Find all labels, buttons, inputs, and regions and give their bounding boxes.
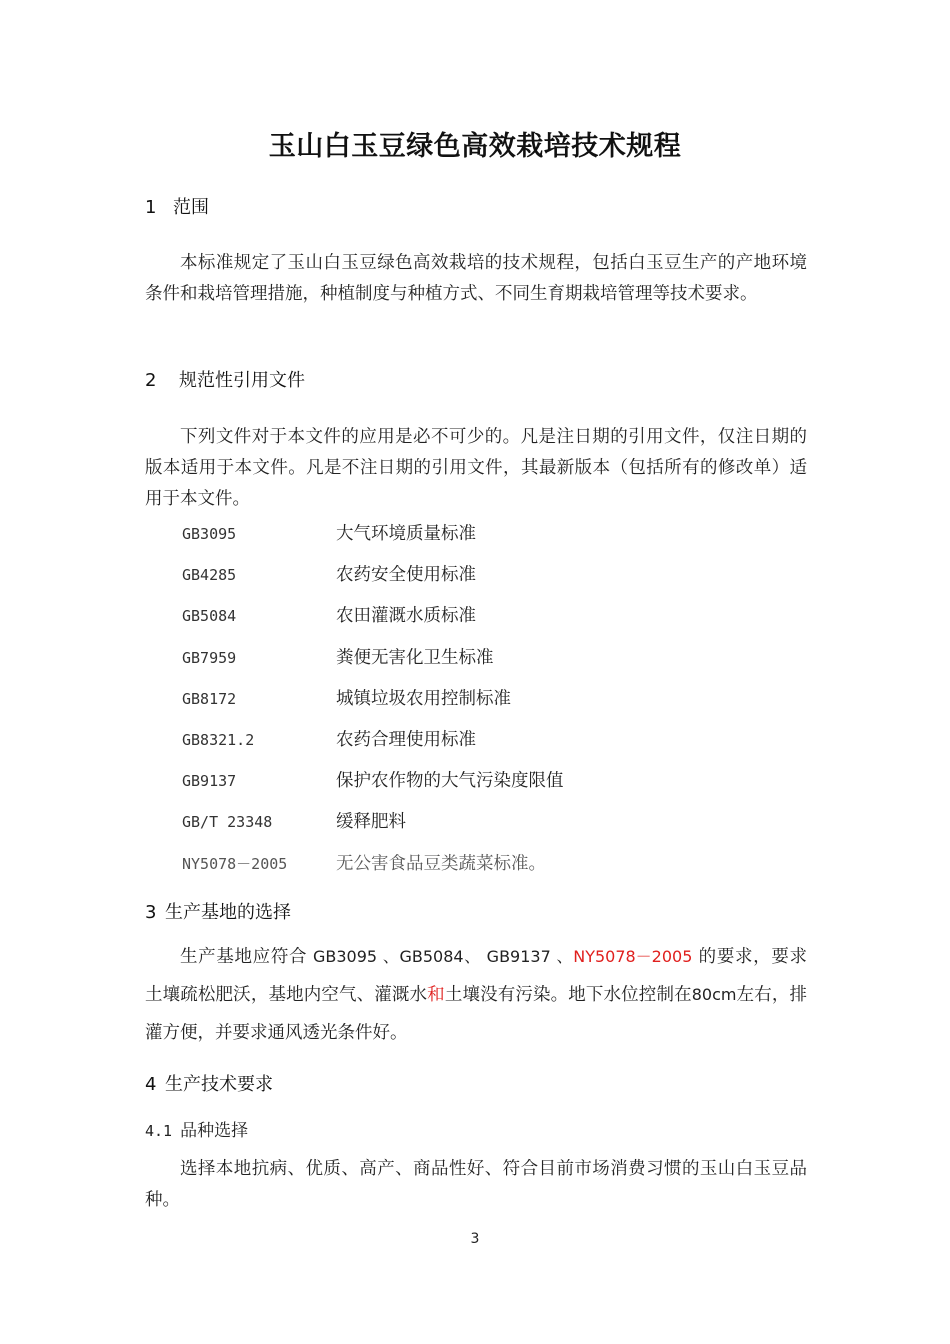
section-3-heading xyxy=(145,898,291,924)
section-3-body xyxy=(145,938,807,1052)
body-text: 土壤没有污染。地下水位控制在 xyxy=(444,985,692,1005)
reference-row xyxy=(182,561,564,602)
reference-name: 粪便无害化卫生标准 xyxy=(336,647,494,668)
section-1-body: 本标准规定了玉山白玉豆绿色高效栽培的技术规程，包括白玉豆生产的产地环境条件和栽培管理措施，种植制度与种植方式、不同生育期栽培管理等技术要求。 xyxy=(145,253,807,304)
section-number: 4 xyxy=(145,1074,157,1095)
subsection-number: 4.1 xyxy=(145,1122,173,1140)
section-number: 2 xyxy=(145,370,157,391)
subsection-4-1-body: 选择本地抗病、优质、高产、商品性好、符合目前市场消费习惯的玉山白玉豆品种。 xyxy=(145,1159,807,1210)
highlighted-char: 和 xyxy=(427,985,445,1005)
reference-name: 城镇垃圾农用控制标准 xyxy=(336,688,511,709)
section-1-heading xyxy=(145,193,209,219)
reference-name: 无公害食品豆类蔬菜标准。 xyxy=(336,853,546,874)
reference-row xyxy=(182,520,564,561)
reference-list xyxy=(182,520,564,891)
reference-name: 保护农作物的大气污染度限值 xyxy=(336,771,564,792)
section-4-heading xyxy=(145,1070,273,1096)
section-title: 范围 xyxy=(173,197,209,218)
water-depth-value: 80cm xyxy=(691,985,737,1004)
reference-name: 大气环境质量标准 xyxy=(336,524,476,544)
reference-row xyxy=(182,602,564,643)
reference-row xyxy=(182,850,564,891)
body-text: 生产基地应符合 xyxy=(180,947,308,967)
body-text: 的要求，要求土壤疏松肥沃，基地内空气、灌溉水 xyxy=(145,947,807,1005)
subsection-4-1-heading xyxy=(145,1116,248,1141)
reference-code: GB4285 xyxy=(182,566,237,585)
reference-name: 农田灌溉水质标准 xyxy=(336,606,476,627)
standard-codes: GB3095 、GB5084、 GB9137 、 xyxy=(307,947,574,966)
reference-row xyxy=(182,644,564,685)
section-title: 生产技术要求 xyxy=(165,1074,273,1095)
subsection-title: 品种选择 xyxy=(180,1121,249,1141)
reference-code: GB8321.2 xyxy=(182,730,255,749)
body-text: 左右，排灌方便，并要求通风透光条件好。 xyxy=(145,985,808,1043)
reference-code: GB9137 xyxy=(182,772,237,791)
reference-code: GB7959 xyxy=(182,648,237,667)
reference-name: 农药合理使用标准 xyxy=(336,729,476,750)
document-title: 玉山白玉豆绿色高效栽培技术规程 xyxy=(268,131,682,162)
reference-name: 缓释肥料 xyxy=(336,812,406,833)
reference-row xyxy=(182,685,564,726)
section-title: 规范性引用文件 xyxy=(179,370,305,391)
section-2-heading xyxy=(145,366,305,392)
reference-row xyxy=(182,767,564,808)
section-number: 1 xyxy=(145,197,157,218)
page-number: 3 xyxy=(470,1231,480,1247)
reference-name: 农药安全使用标准 xyxy=(336,565,476,586)
reference-row xyxy=(182,726,564,767)
reference-code: GB8172 xyxy=(182,689,237,708)
highlighted-standard-code: NY5078－2005 xyxy=(573,947,693,966)
section-2-body: 下列文件对于本文件的应用是必不可少的。凡是注日期的引用文件，仅注日期的版本适用于本文件。凡是不注日期的引用文件，其最新版本（包括所有的修改单）适用于本文件。 xyxy=(145,427,807,509)
section-number: 3 xyxy=(145,902,157,923)
reference-code: GB5084 xyxy=(182,607,237,626)
reference-code: GB3095 xyxy=(182,525,237,543)
reference-code: NY5078－2005 xyxy=(182,854,288,873)
reference-code: GB/T 23348 xyxy=(182,813,273,832)
reference-row xyxy=(182,808,564,849)
section-title: 生产基地的选择 xyxy=(165,902,291,923)
